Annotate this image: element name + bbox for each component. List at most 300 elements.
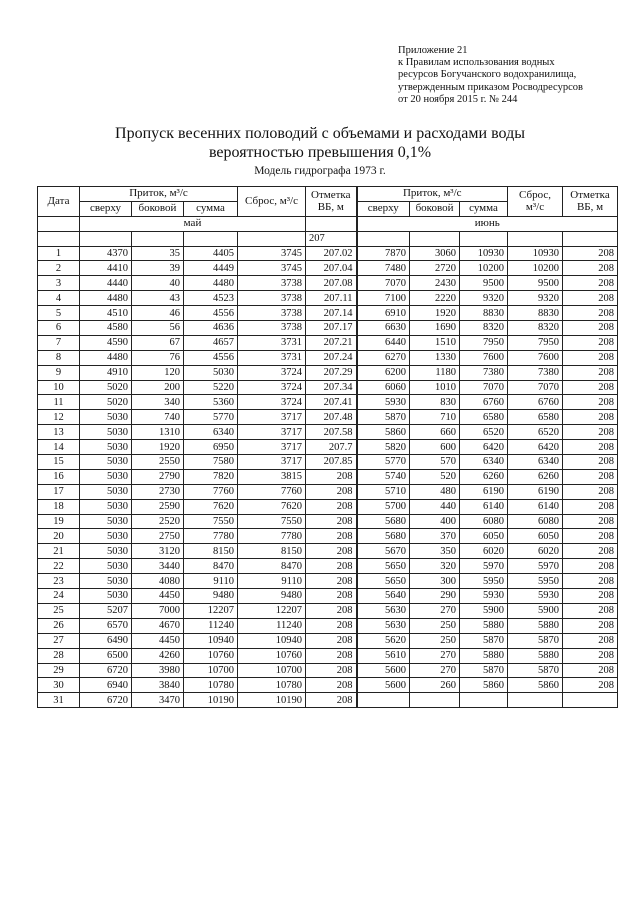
table-cell: 208 xyxy=(563,395,618,410)
table-cell: 1920 xyxy=(132,440,184,455)
table-cell: 7600 xyxy=(460,350,508,365)
table-cell: 740 xyxy=(132,410,184,425)
annex-line: к Правилам использования водных xyxy=(398,57,555,69)
table-cell: 8320 xyxy=(508,321,563,336)
table-cell: 6580 xyxy=(508,410,563,425)
table-row xyxy=(38,633,618,648)
table-cell: 3745 xyxy=(238,246,306,261)
table-cell: 5930 xyxy=(357,395,410,410)
table-cell: 46 xyxy=(132,306,184,321)
table-cell: 10190 xyxy=(238,693,306,708)
table-cell: 5930 xyxy=(508,589,563,604)
table-cell: 7950 xyxy=(508,335,563,350)
table-cell: 5650 xyxy=(357,574,410,589)
start-level-row xyxy=(38,231,618,246)
table-cell: 1010 xyxy=(410,380,460,395)
table-cell: 6580 xyxy=(460,410,508,425)
start-level: 207 xyxy=(306,231,357,246)
table-cell: 9320 xyxy=(460,291,508,306)
table-cell: 28 xyxy=(38,648,80,663)
table-cell: 7 xyxy=(38,335,80,350)
table-row xyxy=(38,678,618,693)
table-cell xyxy=(132,231,184,246)
table-cell: 1330 xyxy=(410,350,460,365)
table-cell: 4080 xyxy=(132,574,184,589)
table-cell: 14 xyxy=(38,440,80,455)
table-cell: 660 xyxy=(410,425,460,440)
table-cell xyxy=(357,231,410,246)
table-cell: 6950 xyxy=(184,440,238,455)
table-cell xyxy=(238,231,306,246)
table-cell: 1690 xyxy=(410,321,460,336)
table-cell: 2 xyxy=(38,261,80,276)
header-top: сверху xyxy=(357,201,410,216)
header-inflow-may: Приток, м³/с xyxy=(80,187,238,202)
table-cell: 6190 xyxy=(460,484,508,499)
table-row xyxy=(38,365,618,380)
table-cell: 29 xyxy=(38,663,80,678)
table-cell: 18 xyxy=(38,499,80,514)
table-cell: 4523 xyxy=(184,291,238,306)
table-cell: 8470 xyxy=(184,559,238,574)
table-cell: 9500 xyxy=(508,276,563,291)
table-cell: 207.48 xyxy=(306,410,357,425)
header-level-june: Отметка ВБ, м xyxy=(563,187,618,217)
table-cell: 3440 xyxy=(132,559,184,574)
table-cell: 207.34 xyxy=(306,380,357,395)
annex-line: от 20 ноября 2015 г. № 244 xyxy=(398,93,518,105)
table-cell: 10200 xyxy=(508,261,563,276)
table-cell: 5900 xyxy=(508,603,563,618)
table-row xyxy=(38,514,618,529)
table-cell: 207.04 xyxy=(306,261,357,276)
table-cell: 4480 xyxy=(80,350,132,365)
table-cell: 8320 xyxy=(460,321,508,336)
table-cell: 5610 xyxy=(357,648,410,663)
table-cell: 10760 xyxy=(238,648,306,663)
table-cell: 270 xyxy=(410,603,460,618)
table-cell: 12207 xyxy=(238,603,306,618)
table-cell: 1310 xyxy=(132,425,184,440)
table-cell: 6050 xyxy=(460,529,508,544)
table-cell: 10700 xyxy=(238,663,306,678)
table-cell: 3724 xyxy=(238,395,306,410)
table-row xyxy=(38,499,618,514)
table-cell: 4590 xyxy=(80,335,132,350)
table-cell: 9320 xyxy=(508,291,563,306)
table-cell: 208 xyxy=(563,559,618,574)
table-cell: 4910 xyxy=(80,365,132,380)
table-cell: 208 xyxy=(563,574,618,589)
table-cell: 207.7 xyxy=(306,440,357,455)
table-cell xyxy=(460,231,508,246)
table-cell: 207.29 xyxy=(306,365,357,380)
table-cell: 3745 xyxy=(238,261,306,276)
table-cell: 208 xyxy=(563,469,618,484)
table-cell: 710 xyxy=(410,410,460,425)
table-cell: 3731 xyxy=(238,350,306,365)
table-cell: 5030 xyxy=(80,589,132,604)
table-cell: 6020 xyxy=(460,544,508,559)
table-cell: 400 xyxy=(410,514,460,529)
table-cell: 7380 xyxy=(460,365,508,380)
table-cell: 208 xyxy=(563,246,618,261)
table-row xyxy=(38,440,618,455)
table-cell: 5030 xyxy=(80,529,132,544)
table-cell: 5880 xyxy=(508,648,563,663)
table-cell: 208 xyxy=(306,469,357,484)
table-cell: 208 xyxy=(563,499,618,514)
table-cell: 5030 xyxy=(184,365,238,380)
table-cell: 10 xyxy=(38,380,80,395)
header-top: сверху xyxy=(80,201,132,216)
header-discharge-may: Сброс, м³/с xyxy=(238,187,306,217)
table-cell: 5670 xyxy=(357,544,410,559)
table-cell: 208 xyxy=(306,514,357,529)
table-cell: 13 xyxy=(38,425,80,440)
table-cell: 208 xyxy=(306,618,357,633)
table-cell: 5030 xyxy=(80,499,132,514)
table-cell: 4 xyxy=(38,291,80,306)
table-row xyxy=(38,335,618,350)
table-cell: 120 xyxy=(132,365,184,380)
table-cell: 4440 xyxy=(80,276,132,291)
table-cell: 208 xyxy=(306,499,357,514)
table-cell: 4657 xyxy=(184,335,238,350)
table-cell: 7620 xyxy=(184,499,238,514)
table-cell: 6910 xyxy=(357,306,410,321)
table-cell: 5030 xyxy=(80,425,132,440)
table-cell: 208 xyxy=(306,648,357,663)
table-cell: 5030 xyxy=(80,484,132,499)
table-cell: 6340 xyxy=(460,455,508,470)
table-cell: 3724 xyxy=(238,365,306,380)
header-inflow-june: Приток, м³/с xyxy=(357,187,508,202)
table-cell: 7070 xyxy=(508,380,563,395)
table-cell: 4450 xyxy=(132,633,184,648)
table-cell: 5 xyxy=(38,306,80,321)
table-row xyxy=(38,350,618,365)
table-cell: 6340 xyxy=(508,455,563,470)
table-cell: 5970 xyxy=(460,559,508,574)
table-cell xyxy=(563,693,618,708)
table-cell xyxy=(410,231,460,246)
table-cell: 8 xyxy=(38,350,80,365)
table-cell: 19 xyxy=(38,514,80,529)
table-cell xyxy=(184,231,238,246)
table-cell: 3738 xyxy=(238,276,306,291)
table-row xyxy=(38,321,618,336)
table-cell: 7380 xyxy=(508,365,563,380)
table-cell: 320 xyxy=(410,559,460,574)
table-cell: 207.14 xyxy=(306,306,357,321)
table-cell: 370 xyxy=(410,529,460,544)
table-cell: 3470 xyxy=(132,693,184,708)
table-row xyxy=(38,663,618,678)
table-cell: 250 xyxy=(410,618,460,633)
table-cell: 270 xyxy=(410,648,460,663)
table-cell: 6520 xyxy=(508,425,563,440)
header-discharge-june: Сброс, м³/с xyxy=(508,187,563,217)
table-cell: 6260 xyxy=(460,469,508,484)
table-cell: 208 xyxy=(563,529,618,544)
table-cell: 208 xyxy=(563,276,618,291)
table-cell: 5740 xyxy=(357,469,410,484)
table-cell: 5650 xyxy=(357,559,410,574)
title-line-1: Пропуск весенних половодий с объемами и расходами воды xyxy=(115,125,525,142)
table-cell: 6630 xyxy=(357,321,410,336)
table-cell: 6940 xyxy=(80,678,132,693)
table-cell: 7000 xyxy=(132,603,184,618)
table-cell: 6020 xyxy=(508,544,563,559)
table-cell: 5710 xyxy=(357,484,410,499)
header-side: боковой xyxy=(410,201,460,216)
table-cell: 5860 xyxy=(460,678,508,693)
table-cell: 207.21 xyxy=(306,335,357,350)
table-row xyxy=(38,574,618,589)
table-cell: 208 xyxy=(563,455,618,470)
table-cell xyxy=(38,231,80,246)
table-cell: 3738 xyxy=(238,291,306,306)
table-cell: 23 xyxy=(38,574,80,589)
table-cell: 8150 xyxy=(184,544,238,559)
table-cell: 207.17 xyxy=(306,321,357,336)
table-cell: 207.24 xyxy=(306,350,357,365)
table-cell: 270 xyxy=(410,663,460,678)
table-cell: 5820 xyxy=(357,440,410,455)
table-cell: 5880 xyxy=(460,648,508,663)
table-cell: 4580 xyxy=(80,321,132,336)
table-cell: 17 xyxy=(38,484,80,499)
table-cell: 31 xyxy=(38,693,80,708)
month-may: май xyxy=(80,216,306,231)
table-cell: 5030 xyxy=(80,455,132,470)
table-cell: 6 xyxy=(38,321,80,336)
table-cell: 208 xyxy=(563,440,618,455)
table-cell: 20 xyxy=(38,529,80,544)
table-cell xyxy=(460,693,508,708)
table-cell: 5360 xyxy=(184,395,238,410)
table-row xyxy=(38,246,618,261)
table-cell: 5700 xyxy=(357,499,410,514)
header-sum: сумма xyxy=(460,201,508,216)
table-cell: 43 xyxy=(132,291,184,306)
table-cell: 5030 xyxy=(80,574,132,589)
table-cell: 27 xyxy=(38,633,80,648)
table-row xyxy=(38,544,618,559)
table-cell: 7550 xyxy=(184,514,238,529)
table-cell: 208 xyxy=(563,365,618,380)
table-cell: 250 xyxy=(410,633,460,648)
table-cell: 7950 xyxy=(460,335,508,350)
table-cell: 570 xyxy=(410,455,460,470)
table-cell: 5030 xyxy=(80,544,132,559)
table-cell xyxy=(357,693,410,708)
table-cell: 9480 xyxy=(184,589,238,604)
table-cell: 67 xyxy=(132,335,184,350)
header-date: Дата xyxy=(38,187,80,217)
table-cell: 6060 xyxy=(357,380,410,395)
table-cell: 10190 xyxy=(184,693,238,708)
table-cell: 10700 xyxy=(184,663,238,678)
month-june: июнь xyxy=(357,216,618,231)
table-cell: 208 xyxy=(306,589,357,604)
table-cell: 207.41 xyxy=(306,395,357,410)
table-cell: 7760 xyxy=(238,484,306,499)
table-row xyxy=(38,618,618,633)
table-cell: 6260 xyxy=(508,469,563,484)
table-cell: 4556 xyxy=(184,306,238,321)
table-cell: 5860 xyxy=(508,678,563,693)
table-cell: 3 xyxy=(38,276,80,291)
table-cell: 30 xyxy=(38,678,80,693)
table-cell: 6720 xyxy=(80,663,132,678)
table-cell: 208 xyxy=(563,633,618,648)
table-cell: 2590 xyxy=(132,499,184,514)
table-row xyxy=(38,693,618,708)
table-cell: 8470 xyxy=(238,559,306,574)
table-cell: 5770 xyxy=(184,410,238,425)
table-row xyxy=(38,589,618,604)
table-cell: 208 xyxy=(563,335,618,350)
table-cell: 207.85 xyxy=(306,455,357,470)
table-cell: 200 xyxy=(132,380,184,395)
title-line-2: вероятностью превышения 0,1% xyxy=(208,144,432,161)
table-cell: 6500 xyxy=(80,648,132,663)
table-cell: 208 xyxy=(563,648,618,663)
table-cell: 5030 xyxy=(80,514,132,529)
table-cell: 7760 xyxy=(184,484,238,499)
table-cell: 5630 xyxy=(357,618,410,633)
table-cell: 26 xyxy=(38,618,80,633)
table-cell: 12207 xyxy=(184,603,238,618)
table-cell: 208 xyxy=(563,410,618,425)
table-cell: 208 xyxy=(563,350,618,365)
table-cell: 208 xyxy=(306,544,357,559)
table-cell: 3717 xyxy=(238,410,306,425)
table-cell: 5030 xyxy=(80,559,132,574)
table-cell: 76 xyxy=(132,350,184,365)
table-cell: 1920 xyxy=(410,306,460,321)
table-cell: 207.02 xyxy=(306,246,357,261)
table-cell: 208 xyxy=(306,559,357,574)
table-cell: 2720 xyxy=(410,261,460,276)
table-cell: 6490 xyxy=(80,633,132,648)
table-cell: 208 xyxy=(306,693,357,708)
table-cell: 208 xyxy=(563,261,618,276)
table-cell: 4450 xyxy=(132,589,184,604)
table-cell: 1 xyxy=(38,246,80,261)
flood-table xyxy=(37,186,618,708)
table-cell: 208 xyxy=(563,589,618,604)
table-cell: 5220 xyxy=(184,380,238,395)
table-row xyxy=(38,380,618,395)
table-cell: 6140 xyxy=(508,499,563,514)
table-cell: 35 xyxy=(132,246,184,261)
table-cell: 5870 xyxy=(460,633,508,648)
table-cell: 10200 xyxy=(460,261,508,276)
table-cell: 208 xyxy=(563,663,618,678)
month-row-blank xyxy=(306,216,357,231)
table-row xyxy=(38,276,618,291)
table-row xyxy=(38,291,618,306)
table-cell: 3717 xyxy=(238,455,306,470)
table-cell: 208 xyxy=(563,425,618,440)
table-cell: 290 xyxy=(410,589,460,604)
table-cell: 5600 xyxy=(357,678,410,693)
table-cell: 1180 xyxy=(410,365,460,380)
table-cell: 5620 xyxy=(357,633,410,648)
table-cell: 208 xyxy=(563,484,618,499)
table-cell: 7100 xyxy=(357,291,410,306)
table-cell: 208 xyxy=(563,514,618,529)
table-cell: 8830 xyxy=(460,306,508,321)
annex-note xyxy=(398,45,628,106)
table-cell: 6420 xyxy=(508,440,563,455)
table-cell: 4556 xyxy=(184,350,238,365)
table-cell: 3060 xyxy=(410,246,460,261)
table-cell: 5640 xyxy=(357,589,410,604)
table-cell: 8830 xyxy=(508,306,563,321)
table-row xyxy=(38,648,618,663)
table-cell: 6760 xyxy=(508,395,563,410)
table-cell: 6720 xyxy=(80,693,132,708)
table-cell: 3717 xyxy=(238,425,306,440)
table-cell: 5680 xyxy=(357,529,410,544)
table-cell: 10780 xyxy=(184,678,238,693)
table-cell: 6760 xyxy=(460,395,508,410)
table-cell: 7070 xyxy=(357,276,410,291)
table-cell: 15 xyxy=(38,455,80,470)
table-cell: 208 xyxy=(306,603,357,618)
table-cell: 208 xyxy=(306,529,357,544)
table-cell: 8150 xyxy=(238,544,306,559)
table-cell: 6080 xyxy=(508,514,563,529)
table-cell: 5020 xyxy=(80,380,132,395)
table-cell: 39 xyxy=(132,261,184,276)
table-cell: 4636 xyxy=(184,321,238,336)
table-cell: 6140 xyxy=(460,499,508,514)
table-cell: 5770 xyxy=(357,455,410,470)
table-cell: 5880 xyxy=(460,618,508,633)
table-cell: 7580 xyxy=(184,455,238,470)
table-cell: 208 xyxy=(563,291,618,306)
table-cell: 208 xyxy=(563,618,618,633)
table-cell: 1510 xyxy=(410,335,460,350)
table-cell: 6200 xyxy=(357,365,410,380)
table-cell: 5600 xyxy=(357,663,410,678)
table-cell xyxy=(80,231,132,246)
table-cell: 40 xyxy=(132,276,184,291)
table-cell: 7820 xyxy=(184,469,238,484)
table-cell: 56 xyxy=(132,321,184,336)
document-title xyxy=(0,124,640,162)
table-cell: 207.58 xyxy=(306,425,357,440)
table-cell: 4370 xyxy=(80,246,132,261)
table-cell: 7780 xyxy=(238,529,306,544)
table-row xyxy=(38,261,618,276)
table-row xyxy=(38,306,618,321)
table-cell: 2790 xyxy=(132,469,184,484)
table-cell: 208 xyxy=(306,633,357,648)
table-row xyxy=(38,455,618,470)
annex-line: утвержденным приказом Росводресурсов xyxy=(398,81,583,93)
table-cell: 208 xyxy=(563,306,618,321)
table-cell: 11240 xyxy=(238,618,306,633)
table-cell: 3724 xyxy=(238,380,306,395)
table-cell: 4480 xyxy=(184,276,238,291)
table-cell: 208 xyxy=(563,380,618,395)
